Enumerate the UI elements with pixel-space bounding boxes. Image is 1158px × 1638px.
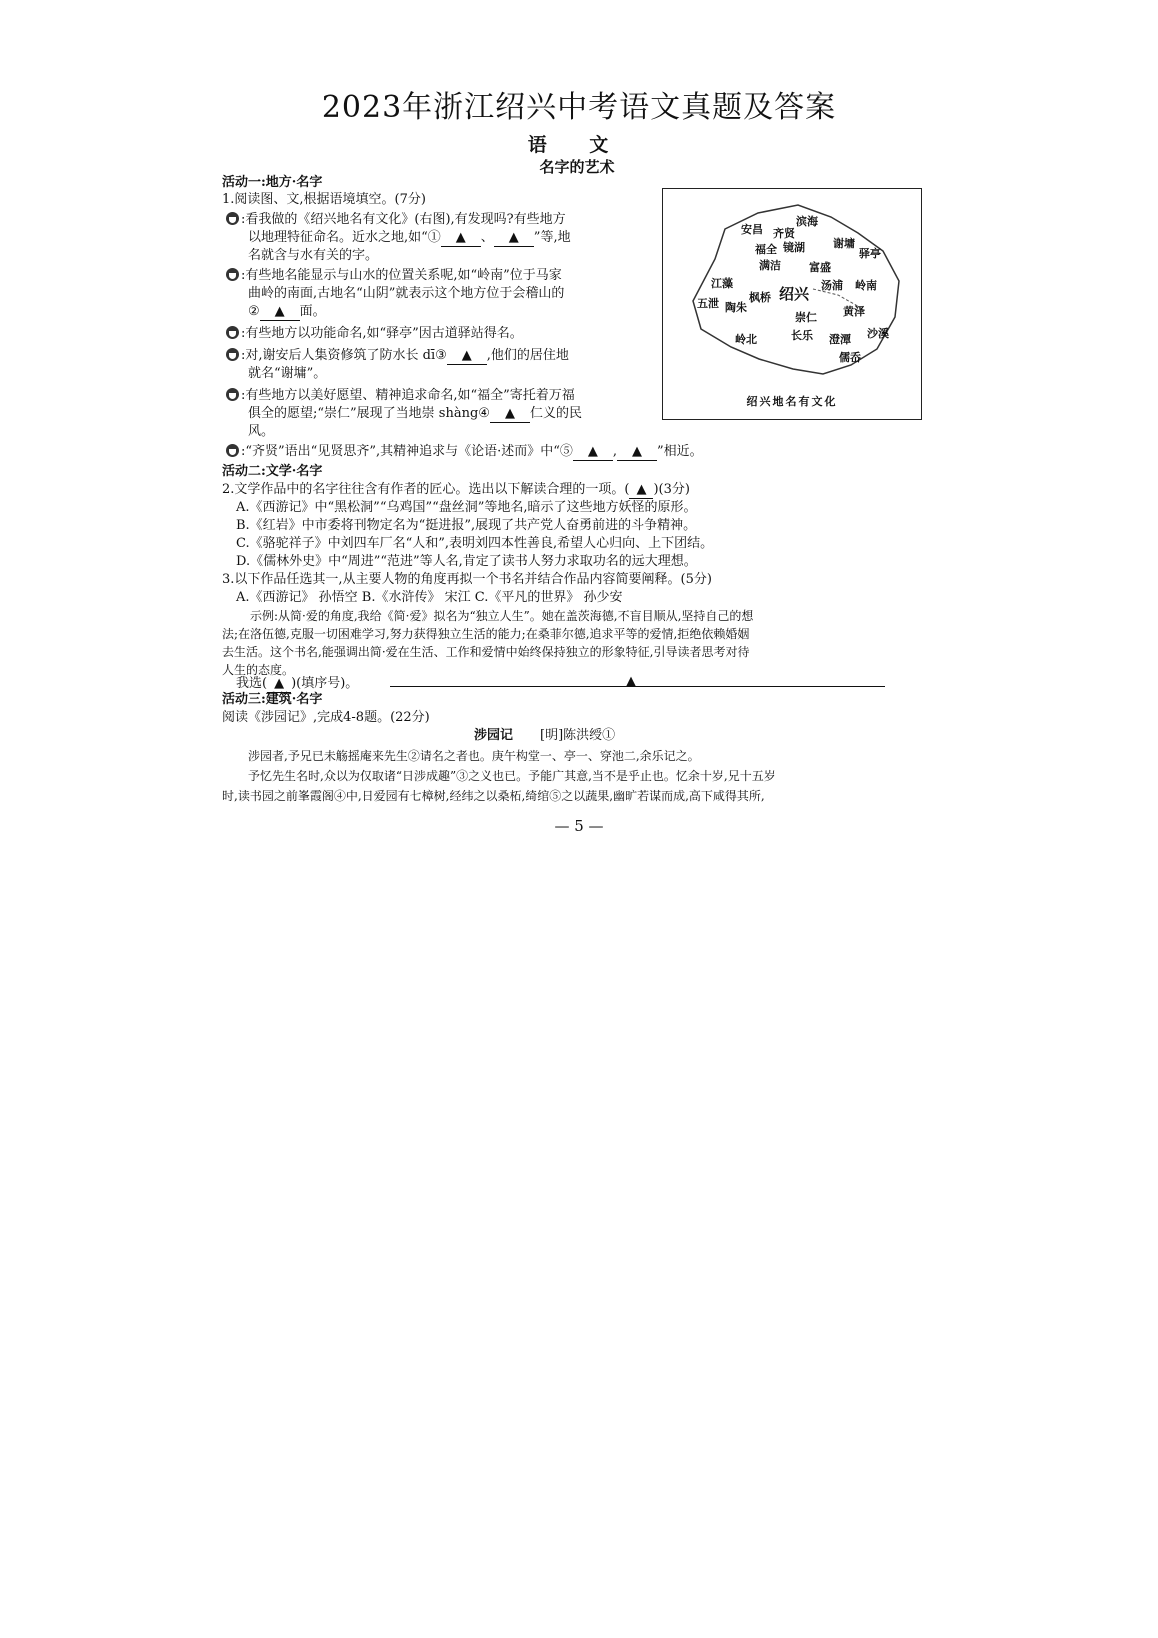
reading-instruction: 阅读《涉园记》,完成4-8题。(22分) — [222, 710, 430, 725]
example-text: 人生的态度。 — [222, 663, 295, 677]
option-c: C.《骆驼祥子》中刘四车厂名“人和”,表明刘四本性善良,希望人心归向、上下团结。 — [236, 536, 714, 551]
dialog-line: :“齐贤”语出“见贤思齐”,其精神追求与《论语·述而》中“⑤ ▲ , ▲ ”相近。 — [226, 444, 703, 461]
dialog-line: 名就含与水有关的字。 — [248, 248, 379, 263]
example-text: 示例:从简·爱的角度,我给《简·爱》拟名为“独立人生”。她在盖茨海德,不盲目顺从,坚持自己的想 — [250, 609, 754, 623]
question3: 3.以下作品任选其一,从主要人物的角度再拟一个书名并结合作品内容简要阐释。(5分) — [222, 572, 712, 587]
answer-marker: ▲ — [626, 674, 636, 689]
dialog-line: 曲岭的南面,古地名“山阴”就表示这个地方位于会稽山的 — [248, 286, 565, 301]
map-place-label: 富盛 — [809, 261, 831, 274]
map-place-label: 沙溪 — [867, 327, 889, 340]
map-place-label: 谢墉 — [833, 237, 855, 250]
activity1-heading: 活动一:地方·名字 — [222, 175, 323, 190]
map-place-label: 五泄 — [697, 297, 719, 310]
student-face-icon — [226, 348, 239, 361]
option-b: B.《红岩》中市委将刊物定名为“挺进报”,展现了共产党人奋勇前进的斗争精神。 — [236, 518, 697, 533]
dialog-line: :对,谢安后人集资修筑了防水长 dī③ ▲ ,他们的居住地 — [226, 348, 569, 365]
map-place-label: 陶朱 — [725, 301, 747, 314]
student-face-icon — [226, 444, 239, 457]
map-place-label: 齐贤 — [773, 227, 795, 240]
question1: 1.阅读图、文,根据语境填空。(7分) — [222, 192, 426, 207]
essay-paragraph: 涉园者,予兄已未觞摇庵来先生②请名之者也。庚午构堂一、亭一、穿池二,余乐记之。 — [248, 749, 700, 763]
map-place-label: 汤浦 — [821, 279, 843, 292]
page-number: — 5 — — [554, 817, 604, 835]
activity2-heading: 活动二:文学·名字 — [222, 464, 323, 479]
dialog-line: 就名“谢墉”。 — [248, 366, 327, 381]
dialog-line: 以地理特征命名。近水之地,如“① ▲ 、 ▲ ”等,地 — [248, 230, 571, 245]
map-place-label: 岭北 — [735, 333, 757, 346]
student-face-icon — [226, 268, 239, 281]
map-place-label: 岭南 — [855, 279, 877, 292]
document-title: 2023年浙江绍兴中考语文真题及答案 — [321, 90, 837, 125]
dialog-line: :看我做的《绍兴地名有文化》(右图),有发现吗?有些地方 — [226, 212, 566, 228]
example-text: 法;在洛伍德,克服一切困难学习,努力获得独立生活的能力;在桑菲尔德,追求平等的爱情,拒绝依赖婚姻 — [222, 627, 750, 641]
question3-options: A.《西游记》 孙悟空 B.《水浒传》 宋江 C.《平凡的世界》 孙少安 — [236, 590, 623, 605]
map-place-label: 长乐 — [791, 329, 813, 342]
subject-heading: 语 文 — [527, 134, 627, 156]
essay-paragraph: 予忆先生名时,众以为仅取诸“日涉成趣”③之义也已。予能广其意,当不是乎止也。忆余十岁,兄十五岁 — [248, 769, 776, 783]
shaoxing-place-name-map — [662, 188, 922, 420]
map-place-label: 儒岙 — [839, 351, 861, 364]
activity3-heading: 活动三:建筑·名字 — [222, 692, 323, 707]
map-caption: 绍兴地名有文化 — [746, 395, 838, 408]
dialog-line: 俱全的愿望;“崇仁”展现了当地崇 shàng④ ▲ 仁义的民 — [248, 406, 582, 421]
theme-heading: 名字的艺术 — [539, 158, 615, 176]
student-face-icon — [226, 326, 239, 339]
option-d: D.《儒林外史》中“周进”“范进”等人名,肯定了读书人努力求取功名的远大理想。 — [236, 554, 697, 569]
student-face-icon — [226, 212, 239, 225]
student-face-icon — [226, 388, 239, 401]
example-text: 去生活。这个书名,能强调出简·爱在生活、工作和爱情中始终保持独立的形象特征,引导读者思考对待 — [222, 645, 750, 659]
essay-title: 涉园记 — [474, 728, 514, 743]
map-place-label: 黄泽 — [843, 305, 865, 318]
dialog-line: ② ▲ 面。 — [248, 304, 326, 319]
option-a: A.《西游记》中“黑松洞”“乌鸡国”“盘丝洞”等地名,暗示了这些地方妖怪的原形。 — [236, 500, 697, 515]
map-place-label: 驿亭 — [859, 247, 881, 260]
map-place-label: 镜湖 — [783, 241, 805, 254]
question2: 2.文学作品中的名字往往含有作者的匠心。选出以下解读合理的一项。( ▲ )(3分) — [222, 482, 690, 497]
dialog-line: 风。 — [248, 424, 275, 439]
map-place-label: 枫桥 — [749, 291, 771, 304]
map-place-label: 福全 — [755, 243, 777, 256]
scanned-exam-page — [222, 130, 932, 890]
map-place-label: 崇仁 — [795, 311, 817, 324]
map-place-label: 绍兴 — [779, 285, 810, 303]
dialog-line: :有些地方以功能命名,如“驿亭”因古道驿站得名。 — [226, 326, 523, 342]
answer-prompt: 我选( ▲ )(填序号)。 — [236, 676, 359, 691]
map-place-label: 江藻 — [711, 277, 733, 290]
essay-paragraph: 时,读书园之前峯霞阁④中,日爱园有七樟树,经纬之以桑柘,绮绾⑤之以蔬果,幽旷若谋而成,高下咸得其所, — [222, 789, 765, 803]
map-place-label: 澄潭 — [829, 333, 851, 346]
essay-author: [明]陈洪绶① — [540, 728, 616, 743]
dialog-line: :有些地方以美好愿望、精神追求命名,如“福全”寄托着万福 — [226, 388, 575, 404]
map-place-label: 滨海 — [796, 215, 818, 228]
map-place-label: 满洁 — [759, 259, 781, 272]
answer-line — [390, 686, 885, 687]
map-place-label: 安昌 — [741, 223, 763, 236]
dialog-line: :有些地名能显示与山水的位置关系呢,如“岭南”位于马家 — [226, 268, 562, 284]
